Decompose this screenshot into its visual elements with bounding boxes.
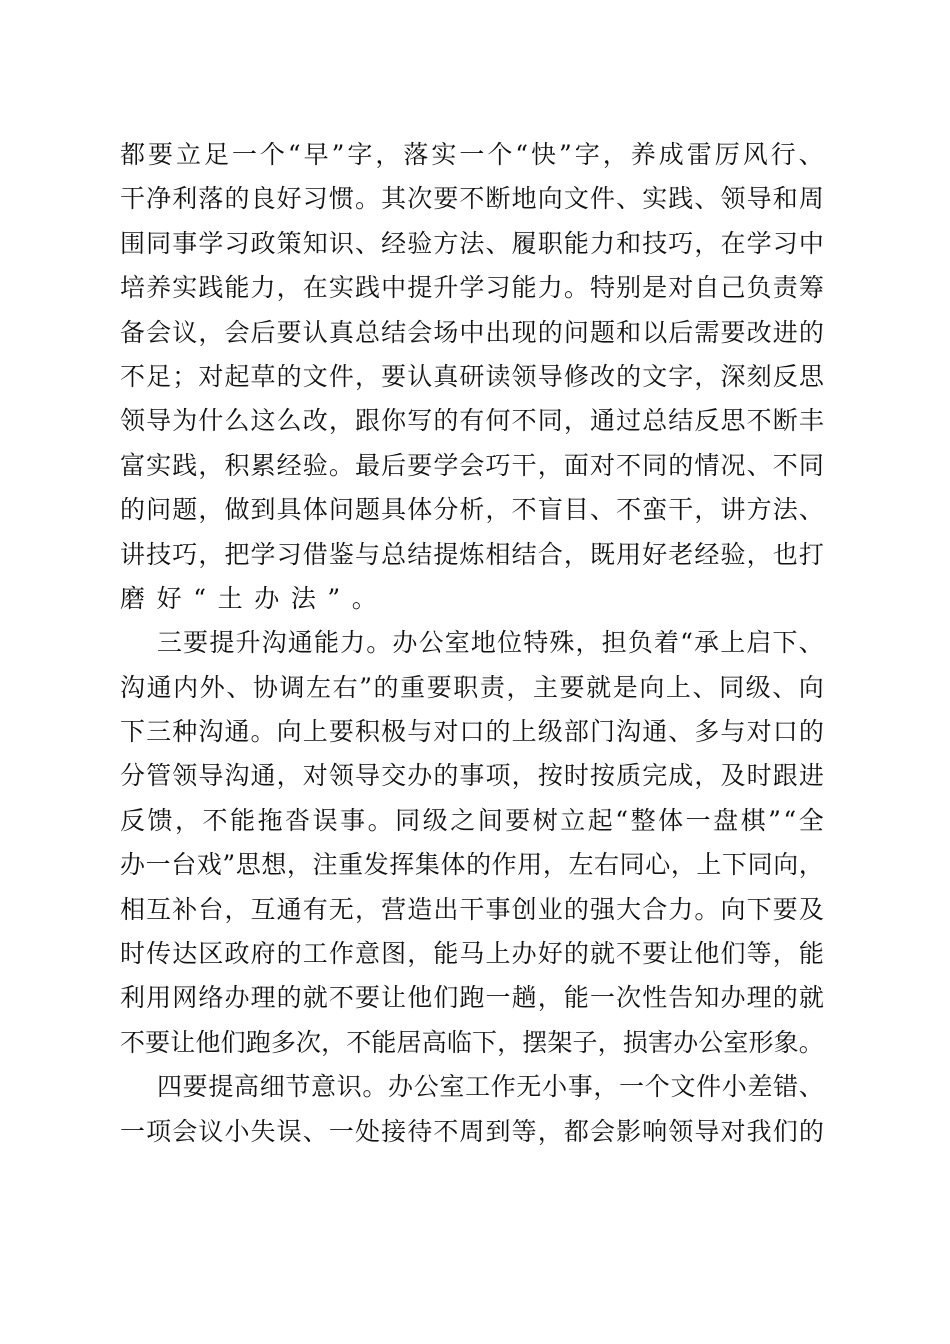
text-line: 的 问 题 ， 做 到 具 体 问 题 具 体 分 析 ， 不 盲 目 、 不 蛮 干 ， 讲 方 法 、 (120, 495, 824, 525)
text-line: 富 实 践 ， 积 累 经 验 。 最 后 要 学 会 巧 干 ， 面 对 不 同 的 情 况 、 不 同 (120, 450, 824, 480)
text-line: 利 用 网 络 办 理 的 就 不 要 让 他 们 跑 一 趟 ， 能 一 次 性 告 知 办 理 的 就 (120, 983, 824, 1013)
text-line: 下 三 种 沟 通 。 向 上 要 积 极 与 对 口 的 上 级 部 门 沟 通 、 多 与 对 口 的 (120, 717, 824, 747)
text-line: 都 要 立 足 一 个 “ 早 ” 字 ， 落 实 一 个 “ 快 ” 字 ， 养 成 雷 厉 风 行 、 (120, 140, 824, 169)
text-line: 反 馈 ， 不 能 拖 沓 误 事 。 同 级 之 间 要 树 立 起 “ 整 体 一 盘 棋 ” “ 全 (120, 805, 824, 835)
text-line: 讲 技 巧 ， 把 学 习 借 鉴 与 总 结 提 炼 相 结 合 ， 既 用 好 老 经 验 ， 也 打 (120, 539, 824, 569)
paragraph-start-line: 三 要 提 升 沟 通 能 力 。 办 公 室 地 位 特 殊 ， 担 负 着 “ 承 上 启 下 、 (157, 628, 824, 658)
text-line: 不 足 ； 对 起 草 的 文 件 ， 要 认 真 研 读 领 导 修 改 的 文 字 ， 深 刻 反 思 (120, 361, 824, 391)
paragraph-start-line: 四 要 提 高 细 节 意 识 。 办 公 室 工 作 无 小 事 ， 一 个 文 件 小 差 错 、 (157, 1072, 824, 1102)
text-line: 分 管 领 导 沟 通 ， 对 领 导 交 办 的 事 项 ， 按 时 按 质 完 成 ， 及 时 跟 进 (120, 761, 824, 791)
text-line: 沟 通 内 外 、 协 调 左 右 ” 的 重 要 职 责 ， 主 要 就 是 向 上 、 同 级 、 向 (120, 672, 824, 702)
text-line: 培 养 实 践 能 力 ， 在 实 践 中 提 升 学 习 能 力 。 特 别 是 对 自 己 负 责 筹 (120, 273, 824, 303)
text-line: 围 同 事 学 习 政 策 知 识 、 经 验 方 法 、 履 职 能 力 和 技 巧 ， 在 学 习 中 (120, 228, 824, 258)
text-line: 办 一 台 戏 ” 思 想 ， 注 重 发 挥 集 体 的 作 用 ， 左 右 同 心 ， 上 下 同 向 ， (120, 850, 824, 880)
text-line: 备 会 议 ， 会 后 要 认 真 总 结 会 场 中 出 现 的 问 题 和 以 后 需 要 改 进 的 (120, 317, 824, 347)
text-line: 时 传 达 区 政 府 的 工 作 意 图 ， 能 马 上 办 好 的 就 不 要 让 他 们 等 ， 能 (120, 939, 824, 969)
paragraph-end-line: 不 要 让 他 们 跑 多 次 ， 不 能 居 高 临 下 ， 摆 架 子 ， 损 害 办 公 室 形 象 。 (120, 1027, 824, 1057)
text-line: 一 项 会 议 小 失 误 、 一 处 接 待 不 周 到 等 ， 都 会 影 响 领 导 对 我 们 的 (120, 1116, 824, 1146)
text-line: 相 互 补 台 ， 互 通 有 无 ， 营 造 出 干 事 创 业 的 强 大 合 力 。 向 下 要 及 (120, 894, 824, 924)
paragraph-end-line: 磨 好 “ 土 办 法 ” 。 (120, 583, 377, 613)
document-page (120, 133, 824, 1154)
text-line: 干 净 利 落 的 良 好 习 惯 。 其 次 要 不 断 地 向 文 件 、 实 践 、 领 导 和 周 (120, 184, 824, 214)
text-line: 领 导 为 什 么 这 么 改 ， 跟 你 写 的 有 何 不 同 ， 通 过 总 结 反 思 不 断 丰 (120, 406, 824, 436)
